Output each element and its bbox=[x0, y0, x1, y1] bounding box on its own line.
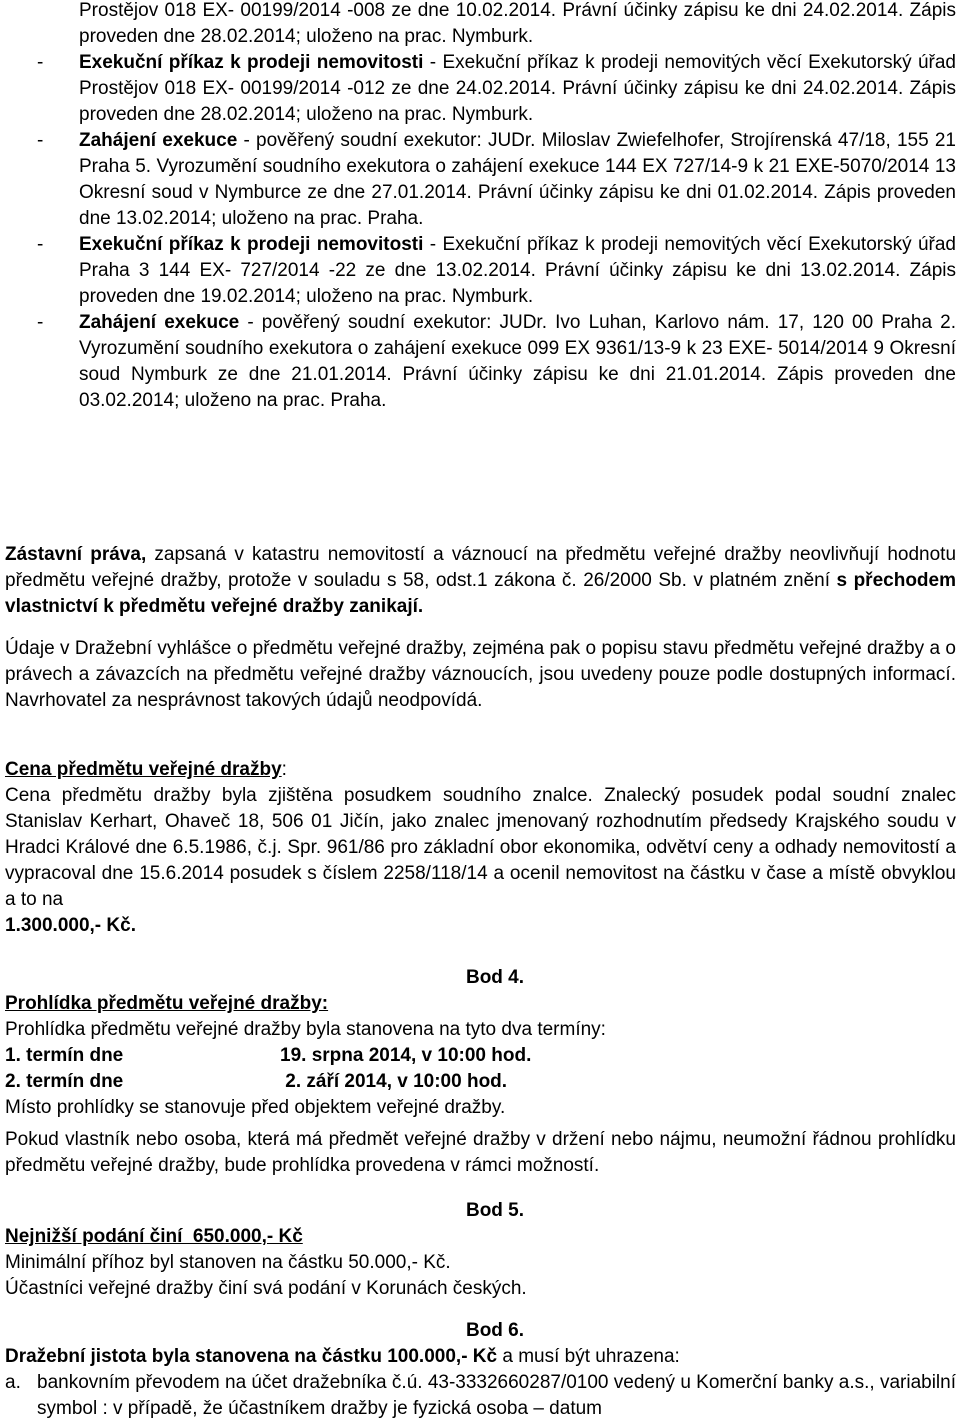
zastavni-label: Zástavní práva, bbox=[5, 544, 147, 565]
bod-5-min-bid: Minimální příhoz byl stanoven na částku 50.000,- Kč. bbox=[5, 1252, 451, 1273]
list-dash: - bbox=[37, 312, 44, 333]
list-dash: - bbox=[37, 52, 44, 73]
section-bod-6 bbox=[0, 1318, 958, 1422]
list-item bbox=[0, 232, 958, 310]
bod-4-label: Bod 4. bbox=[465, 967, 525, 988]
section-cena bbox=[0, 757, 958, 939]
entry-title: Exekuční příkaz k prodeji nemovitosti bbox=[79, 234, 424, 255]
cena-amount: 1.300.000,- Kč. bbox=[5, 915, 136, 936]
encumbrance-list bbox=[0, 50, 958, 414]
cena-text bbox=[0, 783, 958, 939]
bod-6-heading: Dražební jistota byla stanovena na částku 100.000,- Kč bbox=[5, 1346, 498, 1367]
paragraph-zastavni-prava bbox=[0, 542, 958, 620]
entry-text: - Exekuční příkaz k prodeji nemovitých věcí Exekutorský úřad Praha 3 144 EX- 727/2014 -22 ze dne 13.02.2014. Právní účinky zápisu ke dni 13.02.2014. Zápis proveden dne 19.02.2014; uloženo na prac. Nymburk. bbox=[79, 234, 956, 307]
cena-heading-line bbox=[0, 757, 958, 783]
entry-title: Zahájení exekuce bbox=[79, 130, 238, 151]
cena-heading-colon: : bbox=[281, 759, 287, 780]
bod-6-label: Bod 6. bbox=[465, 1320, 525, 1341]
bod-4-heading-line bbox=[0, 991, 958, 1017]
term-row bbox=[0, 1069, 958, 1095]
list-item-text: bankovním převodem na účet dražebníka č.ú. 43-3332660287/0100 vedený u Komerční banky a.s., variabilní symbol : v případě, že účastníkem dražby je fyzická osoba – datum bbox=[37, 1372, 956, 1419]
entry-text: - Exekuční příkaz k prodeji nemovitých věcí Exekutorský úřad Prostějov 018 EX- 00199/2014 -012 ze dne 24.02.2014. Právní účinky zápisu ke dni 24.02.2014. Zápis proveden dne 28.02.2014; uloženo na prac. Nymburk. bbox=[79, 52, 956, 125]
list-item bbox=[0, 310, 958, 414]
bod-4-intro: Prohlídka předmětu veřejné dražby byla stanovena na tyto dva termíny: bbox=[5, 1019, 606, 1040]
bod-5-heading-line bbox=[0, 1224, 958, 1250]
entry-title: Exekuční příkaz k prodeji nemovitosti bbox=[79, 52, 424, 73]
bod-6-heading-tail: a musí být uhrazena: bbox=[497, 1346, 680, 1367]
entry-text: - pověřený soudní exekutor: JUDr. Miloslav Zwiefelhofer, Strojírenská 47/18, 155 21 Praha 5. Vyrozumění soudního exekutora o zahájení exekuce 144 EX 727/14-9 k 21 EXE-5070/2014 13 Okresní soud v Nymburce ze dne 27.01.2014. Právní účinky zápisu ke dni 01.02.2014. Zápis proveden dne 13.02.2014; uloženo na prac. Praha. bbox=[79, 130, 956, 229]
entry-text: - pověřený soudní exekutor: JUDr. Ivo Luhan, Karlovo nám. 17, 120 00 Praha 2. Vyrozumění soudního exekutora o zahájení exekuce 099 EX 9361/13-9 k 23 EXE- 5014/2014 9 Okresní soud Nymburk ze dne 21.01.2014. Právní účinky zápisu ke dni 21.01.2014. Zápis proveden dne 03.02.2014; uloženo na prac. Praha. bbox=[79, 312, 956, 411]
term-label: 2. termín dne bbox=[5, 1071, 124, 1092]
cena-body: Cena předmětu dražby byla zjištěna posudkem soudního znalce. Znalecký posudek podal soudní znalec Stanislav Kerhart, Ohaveč 18, 506 01 Jičín, jako znalec jmenovaný rozhodnutím předsedy Krajského soudu v Hradci Králové dne 6.5.1986, č.j. Spr. 961/86 pro základní obor ekonomika, odvětví ceny a odhady nemovitostí a vypracoval dne 15.6.2014 posudek s číslem 2258/118/14 a ocenil nemovitost na částku v čase a místě obvyklou a to na bbox=[5, 785, 956, 910]
bod-4-note: Pokud vlastník nebo osoba, která má předmět veřejné dražby v držení nebo nájmu, neumožní řádnou prohlídku předmětu veřejné dražby, bude prohlídka provedena v rámci možností. bbox=[5, 1129, 956, 1176]
bod-4-heading: Prohlídka předmětu veřejné dražby: bbox=[5, 993, 329, 1014]
paragraph-udaje: Údaje v Dražební vyhlášce o předmětu veřejné dražby, zejména pak o popisu stavu předmětu veřejné dražby a o právech a závazcích na předmětu veřejné dražby váznoucích, jsou uvedeny pouze podle dostupných informací. Navrhovatel za nesprávnost takových údajů neodpovídá. bbox=[5, 638, 956, 711]
bod-5-currency: Účastníci veřejné dražby činí svá podání v Korunách českých. bbox=[5, 1278, 527, 1299]
term-row bbox=[0, 1043, 958, 1069]
continuation-line-1: Prostějov 018 EX- 00199/2014 -008 ze dne 10.02.2014. Právní účinky zápisu ke dni bbox=[79, 0, 797, 21]
entry-title: Zahájení exekuce bbox=[79, 312, 240, 333]
list-item bbox=[0, 50, 958, 128]
term-label: 1. termín dne bbox=[5, 1045, 124, 1066]
bod-5-label: Bod 5. bbox=[465, 1200, 525, 1221]
bod-6-heading-line bbox=[0, 1344, 958, 1370]
zastavni-bold-end: s přechodem vlastnictví k předmětu veřejné dražby zanikají. bbox=[5, 570, 956, 617]
zastavni-text: zapsaná v katastru nemovitostí a váznoucí na předmětu veřejné dražby neovlivňují hodnotu předmětu veřejné dražby, protože v souladu s 58, odst.1 zákona č. 26/2000 Sb. v platném znění bbox=[5, 544, 957, 591]
term-value: 2. září 2014, v 10:00 hod. bbox=[280, 1071, 508, 1092]
list-marker: a. bbox=[5, 1372, 21, 1393]
list-item-continuation bbox=[0, 0, 958, 50]
bod-5-heading: Nejnižší podání činí 650.000,- Kč bbox=[5, 1226, 303, 1247]
cena-heading: Cena předmětu veřejné dražby bbox=[5, 759, 282, 780]
list-item bbox=[0, 128, 958, 232]
list-dash: - bbox=[37, 130, 44, 151]
section-bod-5 bbox=[0, 1198, 958, 1302]
section-bod-4 bbox=[0, 965, 958, 1179]
bod-4-place: Místo prohlídky se stanovuje před objektem veřejné dražby. bbox=[5, 1097, 506, 1118]
list-item bbox=[0, 1370, 958, 1422]
list-dash: - bbox=[37, 234, 44, 255]
continuation-line-2: 24.02.2014. Zápis proveden dne 28.02.2014; uloženo na prac. Nymburk. bbox=[79, 0, 956, 47]
term-value: 19. srpna 2014, v 10:00 hod. bbox=[280, 1045, 532, 1066]
